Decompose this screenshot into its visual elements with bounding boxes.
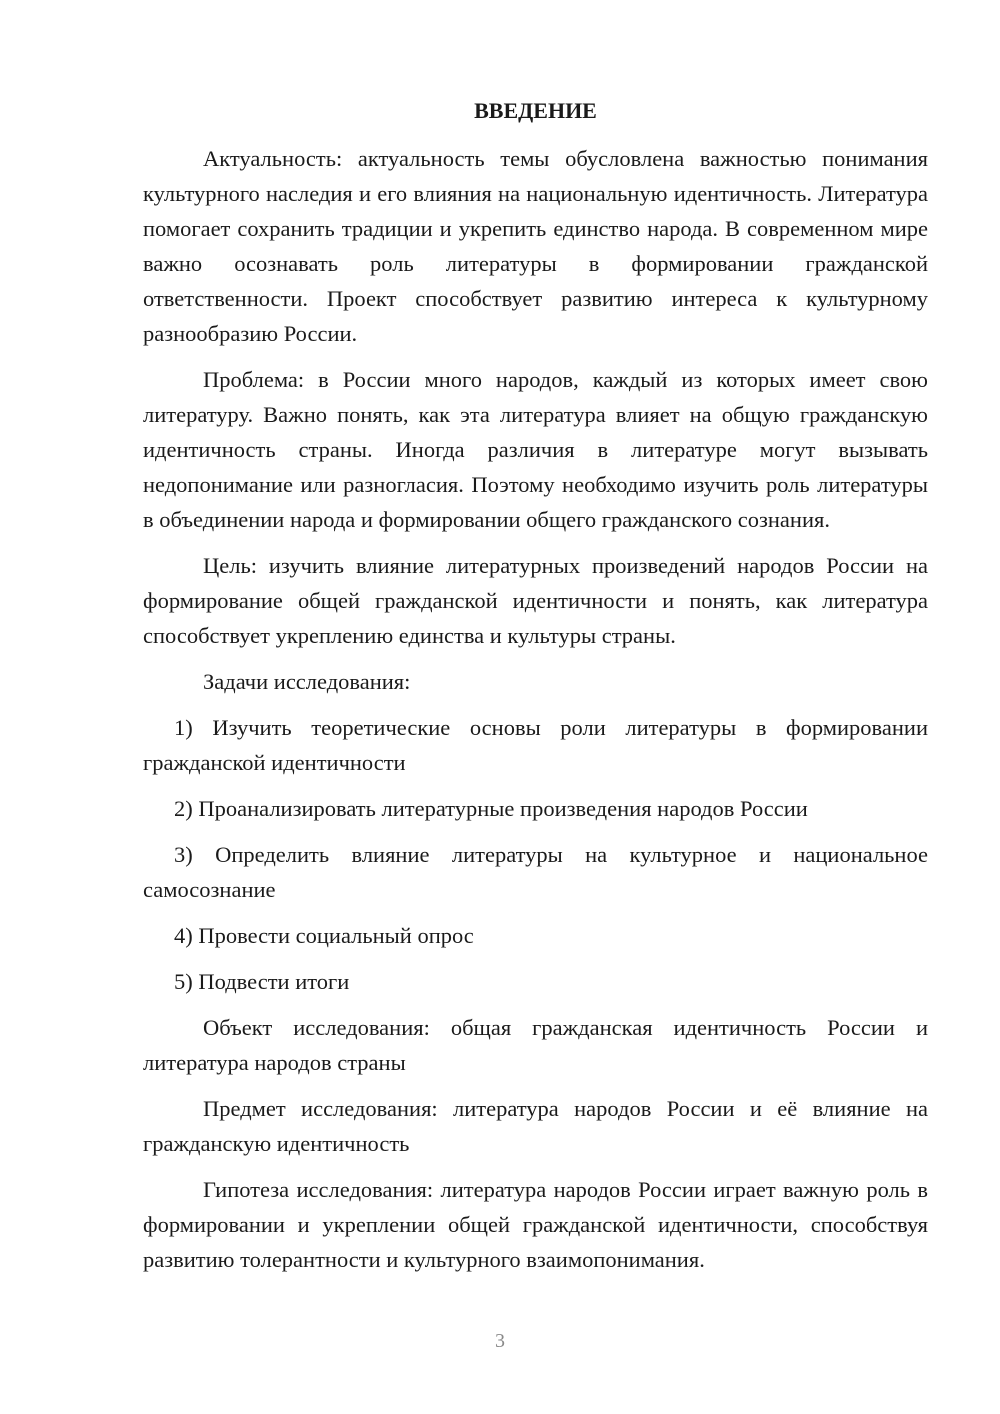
subject-paragraph: Предмет исследования: литература народов России и её влияние на гражданскую идентичность (143, 1096, 928, 1156)
tasks-heading: Задачи исследования: (203, 669, 411, 694)
goal-paragraph: Цель: изучить влияние литературных произведений народов России на формирование общей гражданской идентичности и понять, как литература способствует укреплению единства и культуры страны. (143, 553, 928, 648)
hypothesis-paragraph: Гипотеза исследования: литература народов России играет важную роль в формировании и укреплении общей гражданской идентичности, способствуя развитию толерантности и культурного взаимопонимания. (143, 1177, 928, 1272)
object-paragraph: Объект исследования: общая гражданская идентичность России и литература народов страны (143, 1015, 928, 1075)
page-content (143, 92, 928, 1288)
task-item: 4) Провести социальный опрос (174, 923, 474, 948)
section-title: ВВЕДЕНИЕ (474, 98, 597, 123)
task-item: 3) Определить влияние литературы на культурное и национальное самосознание (143, 842, 928, 902)
task-item: 1) Изучить теоретические основы роли литературы в формировании гражданской идентичности (143, 715, 928, 775)
problem-paragraph: Проблема: в России много народов, каждый из которых имеет свою литературу. Важно понять, как эта литература влияет на общую гражданскую идентичность страны. Иногда различия в литературе могут вызывать недопонимание или разногласия. Поэтому необходимо изучить роль литературы в объединении народа и формировании общего гражданского сознания. (143, 367, 928, 532)
task-item: 5) Подвести итоги (174, 969, 350, 994)
task-item: 2) Проанализировать литературные произведения народов России (174, 796, 808, 821)
relevance-paragraph: Актуальность: актуальность темы обусловлена важностью понимания культурного наследия и его влияния на национальную идентичность. Литература помогает сохранить традиции и укрепить единство народа. В современном мире важно осознавать роль литературы в формировании гражданской ответственности. Проект способствует развитию интереса к культурному разнообразию России. (143, 146, 928, 346)
tasks-list (143, 710, 928, 999)
page-number: 3 (495, 1330, 505, 1352)
